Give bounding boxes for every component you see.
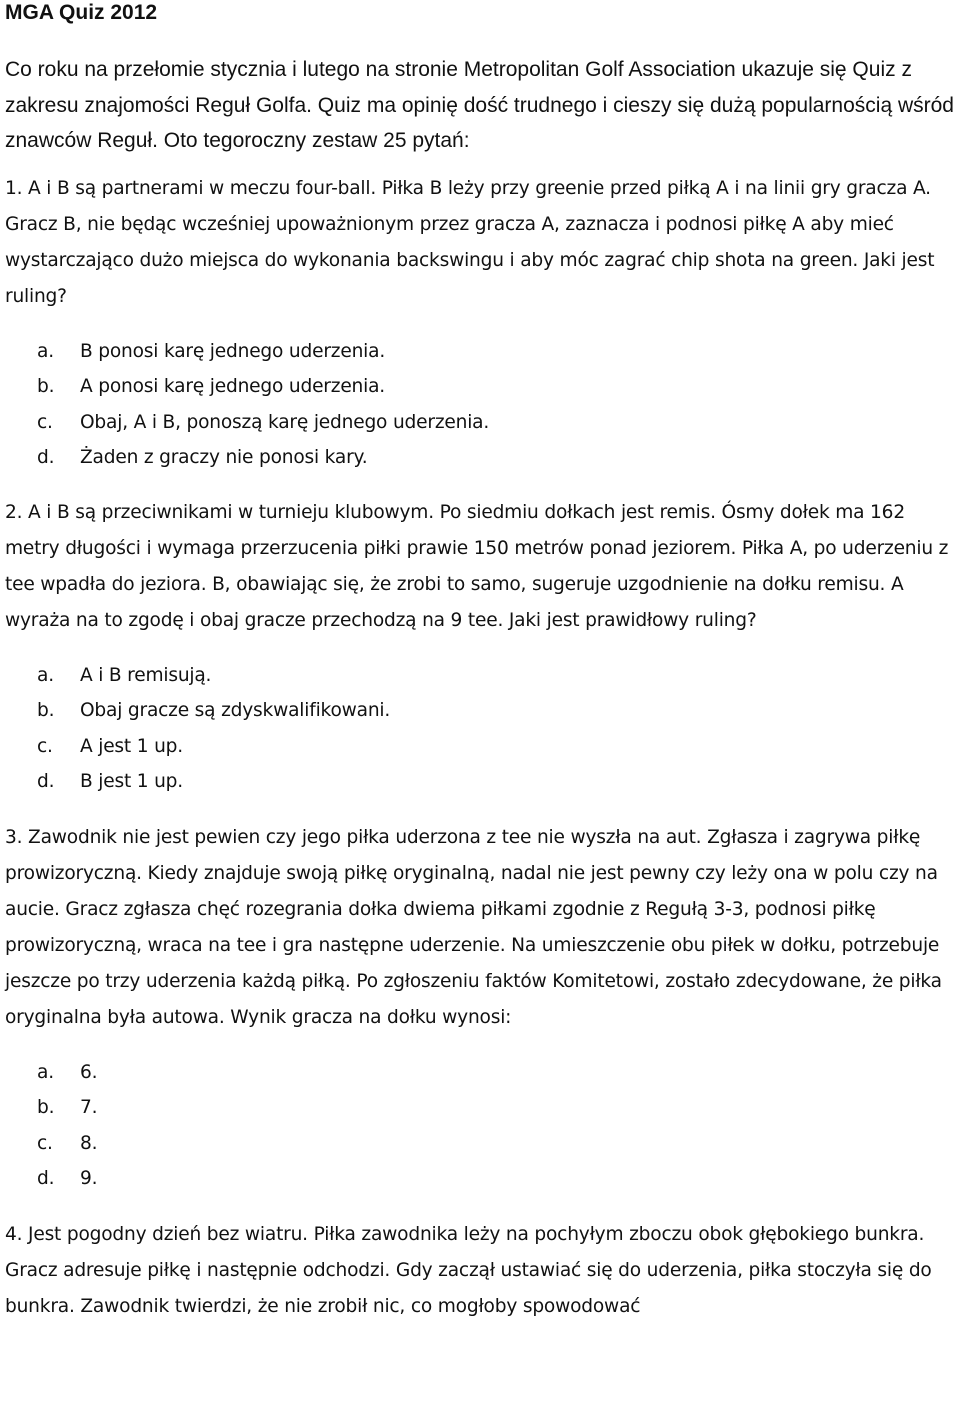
option-letter: c. — [37, 1132, 53, 1154]
question-2 — [5, 495, 957, 800]
answer-option — [5, 1090, 957, 1126]
option-letter: b. — [37, 1097, 55, 1118]
answer-option — [5, 440, 957, 476]
option-letter: d. — [37, 447, 55, 468]
question-text: 3. Zawodnik nie jest pewien czy jego piłka uderzona z tee nie wyszła na aut. Zgłasza i zagrywa piłkę prowizoryczną. Kiedy znajduje swoją piłkę oryginalną, nadal nie jest pewny czy leży ona w polu czy na aucie. Gracz zgłasza chęć rozegrania dołka dwiema piłkami zgodnie z Regułą 3-3, podnosi piłkę prowizoryczną, wraca na tee i gra następne uderzenie. Na umieszczenie obu piłek w dołku, potrzebuje jeszcze po trzy uderzenia każdą piłką. Po zgłoszeniu faktów Komitetowi, zostało zdecydowane, że piłka oryginalna była autowa. Wynik gracza na dołku wynosi: — [5, 826, 942, 1028]
answer-option — [5, 334, 957, 370]
option-letter: b. — [37, 376, 55, 397]
answer-option — [5, 693, 957, 729]
option-text: A ponosi karę jednego uderzenia. — [80, 376, 386, 397]
option-letter: a. — [37, 664, 54, 686]
question-1 — [5, 171, 957, 476]
option-text: 6. — [80, 1061, 98, 1083]
question-text: 1. A i B są partnerami w meczu four-ball. Piłka B leży przy greenie przed piłką A i na linii gry gracza A. Gracz B, nie będąc wcześniej upoważnionym przez gracza A, zaznacza i podnosi piłkę A aby mieć wystarczająco dużo miejsca do wykonania backswingu i aby móc zagrać chip shota na green. Jaki jest ruling? — [5, 177, 935, 307]
document-page — [5, 0, 957, 1325]
option-text: A jest 1 up. — [80, 735, 183, 757]
option-letter: a. — [37, 1061, 54, 1083]
answer-option — [5, 405, 957, 441]
option-letter: d. — [37, 1168, 55, 1189]
option-letter: b. — [37, 700, 55, 721]
option-letter: c. — [37, 735, 53, 757]
option-letter: d. — [37, 771, 55, 792]
answer-option — [5, 764, 957, 800]
answer-option — [5, 658, 957, 694]
question-text: 4. Jest pogodny dzień bez wiatru. Piłka zawodnika leży na pochyłym zboczu obok głębokiego bunkra. Gracz adresuje piłkę i następnie odchodzi. Gdy zaczął ustawiać się do uderzenia, piłka stoczyła się do bunkra. Zawodnik twierdzi, że nie zrobił nic, co mogłoby spowodować — [5, 1223, 932, 1317]
option-letter: c. — [37, 411, 53, 433]
answer-options — [5, 334, 957, 476]
answer-option — [5, 729, 957, 765]
option-text: B ponosi karę jednego uderzenia. — [80, 340, 386, 362]
answer-option — [5, 369, 957, 405]
option-text: 9. — [80, 1168, 98, 1189]
intro-paragraph: Co roku na przełomie stycznia i lutego na stronie Metropolitan Golf Association ukazuje się Quiz z zakresu znajomości Reguł Golfa. Quiz ma opinię dość trudnego i cieszy się dużą popularnością wśród znawców Reguł. Oto tegoroczny zestaw 25 pytań: — [5, 58, 954, 152]
option-text: 8. — [80, 1132, 98, 1154]
document-title: MGA Quiz 2012 — [5, 1, 158, 24]
answer-options — [5, 1055, 957, 1197]
option-text: Obaj gracze są zdyskwalifikowani. — [80, 700, 391, 721]
option-text: Obaj, A i B, ponoszą karę jednego uderzenia. — [80, 411, 490, 433]
option-letter: a. — [37, 340, 54, 362]
question-3 — [5, 820, 957, 1197]
option-text: B jest 1 up. — [80, 771, 183, 792]
answer-options — [5, 658, 957, 800]
question-4 — [5, 1217, 957, 1325]
option-text: A i B remisują. — [80, 664, 212, 686]
option-text: 7. — [80, 1097, 98, 1118]
answer-option — [5, 1126, 957, 1162]
question-text: 2. A i B są przeciwnikami w turnieju klubowym. Po siedmiu dołkach jest remis. Ósmy dołek ma 162 metry długości i wymaga przerzucenia piłki prawie 150 metrów ponad jeziorem. Piłka A, po uderzeniu z tee wpadła do jeziora. B, obawiając się, że zrobi to samo, sugeruje uzgodnienie na dołku remisu. A wyraża na to zgodę i obaj gracze przechodzą na 9 tee. Jaki jest prawidłowy ruling? — [5, 501, 949, 631]
option-text: Żaden z graczy nie ponosi kary. — [80, 447, 368, 468]
answer-option — [5, 1055, 957, 1091]
answer-option — [5, 1161, 957, 1197]
